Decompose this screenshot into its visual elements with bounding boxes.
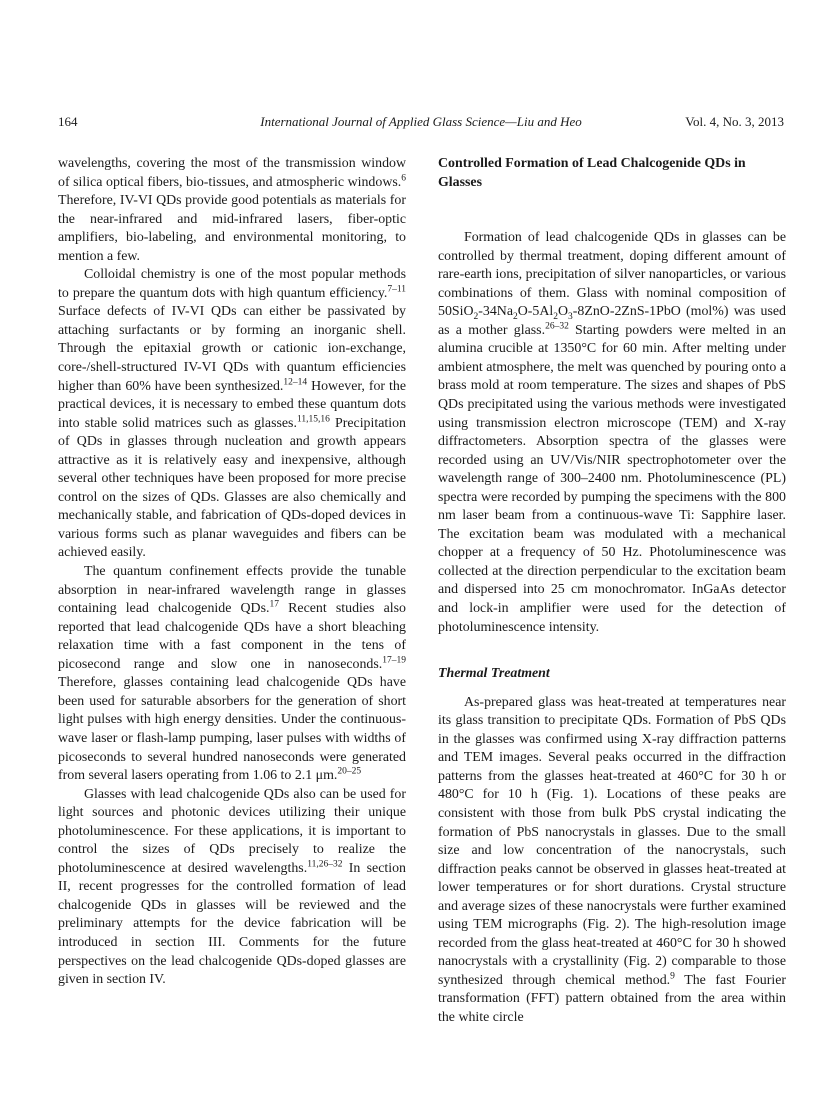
citation: 20–25 (337, 766, 362, 777)
left-column (58, 155, 406, 990)
citation: 11,15,16 (296, 414, 330, 425)
citation: 9 (670, 971, 675, 982)
paragraph: Colloidal chemistry is one of the most popular methods to prepare the quantum dots with high quantum efficiency.$^{7-11}$ Surface defects of IV-VI QDs can either be passivated by attaching surfactants or by forming an inorganic shell. Through the epitaxial growth or cationic ion-exchange, core-/shell-structured IV-VI QDs with quantum efficiencies higher than 60% have been synthesized.$^{12-14}$ However, for the practical devices, it is necessary to embed these quantum dots into stable solid matrices such as glasses.$^{11,15,16}$ Precipitation of QDs in glasses through nucleation and growth appears attractive as it is relatively easy and inexpensive, although several other techniques have been proposed for more precise control on the sizes of QDs. Glasses are also chemically and mechanically stable, and fabrication of QDs-doped devices in various forms such as planar waveguides and fibers can be achieved easily. (58, 267, 406, 561)
section-title: Controlled Formation of Lead Chalcogenide QDs in Glasses (438, 156, 746, 190)
paragraph: wavelengths, covering the most of the transmission window of silica optical fibers, bio-tissues, and atmospheric windows.$^6$ Therefore, IV-VI QDs provide good potentials as materials for the near-infrared and mid-infrared lasers, fiber-optic amplifiers, bio-labeling, and environmental monitoring, to mention a few. (58, 156, 406, 264)
citation: 11,26–32 (307, 859, 343, 870)
right-column (438, 155, 786, 1028)
paragraph: As-prepared glass was heat-treated at temperatures near its glass transition to precipitate QDs. Formation of PbS QDs in the glasses was confirmed using X-ray diffraction patterns and TEM images. Several peaks occurred in the diffraction patterns from the glasses heat-treated at 460°C for 30 h or 480°C for 10 h (Fig. 1). Locations of these peaks are consistent with those from bulk PbS crystal indicating the formation of PbS nanocrystals in glasses. Due to the small size and low concentration of the nanocrystals, such diffraction peaks cannot be observed in glasses heat-treated at lower temperatures or for short durations. Crystal structure and average sizes of these nanocrystals were further examined using TEM micrographs (Fig. 2). The high-resolution image recorded from the glass heat-treated at 460°C for 30 h showed nanocrystals with a crystallinity (Fig. 2) comparable to those synthesized through chemical method.$^9$ The fast Fourier transformation (FFT) pattern obtained from the area within the white circle (438, 694, 786, 1025)
running-head-journal: International Journal of Applied Glass Science—Liu and Heo (260, 114, 582, 129)
citation: 6 (401, 172, 406, 183)
subsection-title: Thermal Treatment (438, 666, 550, 682)
citation: 7–11 (387, 284, 406, 295)
citation: 17–19 (382, 655, 406, 666)
paragraph: Formation of lead chalcogenide QDs in glasses can be controlled by thermal treatment, doping different amount of rare-earth ions, precipitation of silver nanoparticles, or various combinations of them. Glass with nominal composition of $50SiO_2-34Na_2O-5Al_2O_3-8ZnO-2ZnS-1PbO$ (mol%) was used as a mother glass.$^{26-32}$ Starting powders were melted in an alumina crucible at 1350°C for 60 min. After melting under ambient atmosphere, the melt was quenched by pouring onto a brass mold at room temperature. The sizes and shapes of PbS QDs precipitated using the various methods were investigated using transmission electron microscope (TEM) and X-ray diffractometers. Absorption spectra of the glasses were recorded using an UV/Vis/NIR spectrophotometer over the wavelength range of 300–2400 nm. Photoluminescence (PL) spectra were recorded by pumping the specimens with the 800 nm laser beam from a continuous-wave Ti: Sapphire laser. The excitation beam was modulated with a mechanical chopper at a frequency of 50 Hz. Photoluminescence was collected at the direction perpendicular to the excitation beam and dispersed into 25 cm monochromator. InGaAs detector and lock-in amplifier were used for the detection of photoluminescence intensity. (438, 230, 786, 635)
page-number: 164 (58, 114, 78, 129)
volume-info: Vol. 4, No. 3, 2013 (685, 114, 784, 129)
citation: 26–32 (545, 321, 569, 332)
page-header (58, 112, 784, 132)
paragraph: The quantum confinement effects provide the tunable absorption in near-infrared wavelength range in glasses containing lead chalcogenide QDs.$^{17}$ Recent studies also reported that lead chalcogenide QDs have a short bleaching relaxation time with a fast component in the tens of picosecond range and slow one in nanoseconds.$^{17-19}$ Therefore, glasses containing lead chalcogenide QDs have been used for saturable absorbers for the generation of short light pulses with high energy densities. Under the continuous-wave laser or flash-lamp pumping, laser pulses with widths of picoseconds to several hundred nanoseconds were generated from several lasers operating from 1.06 to 2.1 μm.$^{20-25}$ (58, 564, 406, 784)
paragraph: Glasses with lead chalcogenide QDs also can be used for light sources and photonic devices utilizing their unique photoluminescence. For these applications, it is important to control the sizes of QDs precisely to realize the photoluminescence at desired wavelengths.$^{11,26-32}$ In section II, recent progresses for the controlled formation of lead chalcogenide QDs in glasses will be reviewed and the preliminary attempts for the device fabrication will be introduced in section III. Comments for the future perspectives on the lead chalcogenide QDs-doped glasses are given in section IV. (58, 786, 406, 988)
citation: 12–14 (283, 376, 308, 387)
citation: 17 (269, 599, 279, 610)
